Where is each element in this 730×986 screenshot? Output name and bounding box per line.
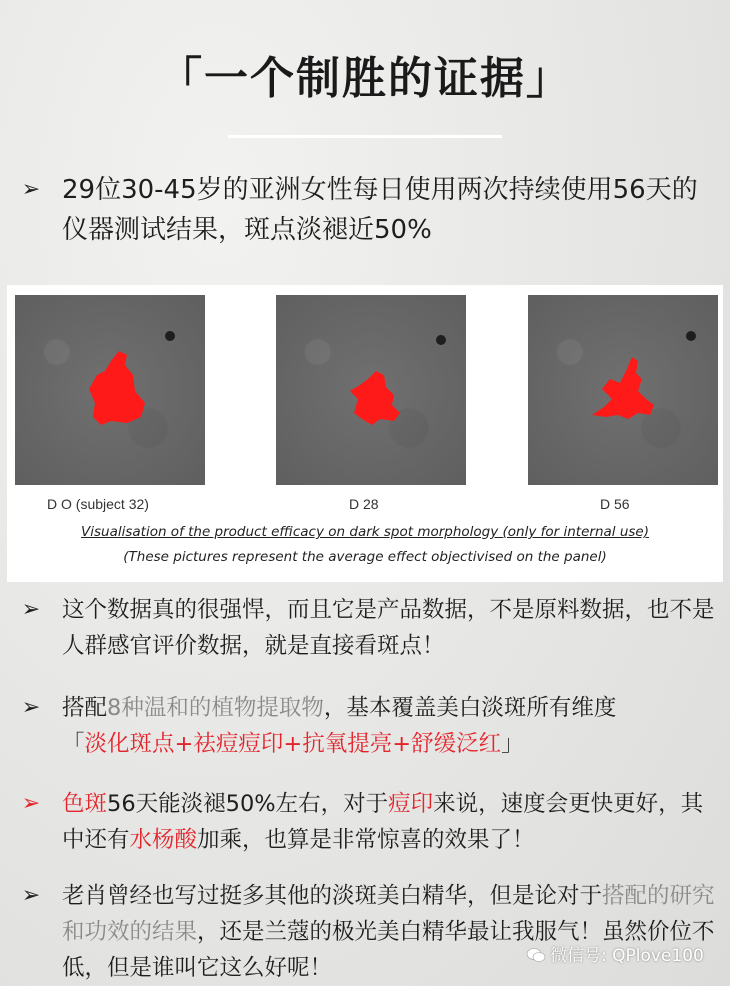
- page-title: 「一个制胜的证据」: [158, 53, 572, 104]
- highlight-gray: 8种温和的植物提取物: [107, 695, 324, 721]
- bullet-test-result: [18, 170, 718, 250]
- text-run: 搭配: [62, 695, 108, 721]
- bullet-text: [62, 878, 718, 986]
- arrow-bullet-icon: ➢: [21, 177, 41, 202]
- highlight-gray: 搭配的研究和功效的结果: [62, 883, 715, 945]
- bracket-close: 」: [501, 731, 524, 757]
- figure-caption: Visualisation of the product efficacy on dark spot morphology (only for internal use): [81, 524, 649, 540]
- bullet-text: [62, 786, 718, 858]
- figure-label-d0: D O (subject 32): [47, 496, 149, 512]
- bullet-conclusion: [18, 878, 718, 986]
- bracket-open: 「: [62, 731, 85, 757]
- bullet-text: 这个数据真的很强悍，而且它是产品数据，不是原料数据，也不是人群感官评价数据，就是直接看斑点！: [62, 597, 715, 659]
- highlight-red: 色斑: [62, 791, 108, 817]
- arrow-bullet-icon: ➢: [21, 791, 41, 816]
- bullet-text: 29位30-45岁的亚洲女性每日使用两次持续使用56天的仪器测试结果，斑点淡褪近50%: [62, 175, 698, 245]
- bullet-results: [18, 786, 718, 858]
- figure-label-d56: D 56: [600, 496, 630, 512]
- figure-subcaption: (These pictures represent the average effect objectivised on the panel): [123, 549, 607, 565]
- text-run: ，基本覆盖美白淡斑所有维度: [323, 695, 617, 721]
- highlight-red: 水杨酸: [129, 827, 198, 853]
- watermark: [526, 941, 704, 966]
- bullet-text: [62, 690, 718, 762]
- dark-spot-mask-d0: [15, 295, 205, 485]
- figure-label-d28: D 28: [349, 496, 379, 512]
- spot-image-d56: [528, 295, 718, 485]
- highlight-red: 痘印: [388, 791, 434, 817]
- spot-image-d0: [15, 295, 205, 485]
- text-run: 来说，速度会更快更好，其中还有: [62, 791, 704, 853]
- watermark-text: 微信号: QPlove100: [550, 946, 704, 966]
- dark-spot-mask-d56: [528, 295, 718, 485]
- arrow-bullet-icon: ➢: [21, 597, 41, 622]
- text-run: 56天能淡褪50%左右，对于: [107, 791, 389, 817]
- dark-spot-mask-d28: [276, 295, 466, 485]
- arrow-bullet-icon: ➢: [21, 695, 41, 720]
- text-run: ，还是兰蔻的极光美白精华最让我服气！虽然价位不低，但是谁叫它这么好呢！: [62, 919, 715, 981]
- text-run: 老肖曾经也写过挺多其他的淡斑美白精华，但是论对于: [62, 883, 603, 909]
- bullet-data-strength: [18, 592, 718, 664]
- arrow-bullet-icon: ➢: [21, 883, 41, 908]
- text-run: 加乘，也算是非常惊喜的效果了！: [197, 827, 535, 853]
- highlight-red: 淡化斑点+祛痘痘印+抗氧提亮+舒缓泛红: [84, 731, 502, 757]
- wechat-icon: [526, 947, 546, 963]
- title-divider: [228, 135, 502, 138]
- spot-image-d28: [276, 295, 466, 485]
- bullet-ingredients: [18, 690, 718, 762]
- figure-panel: [7, 285, 723, 582]
